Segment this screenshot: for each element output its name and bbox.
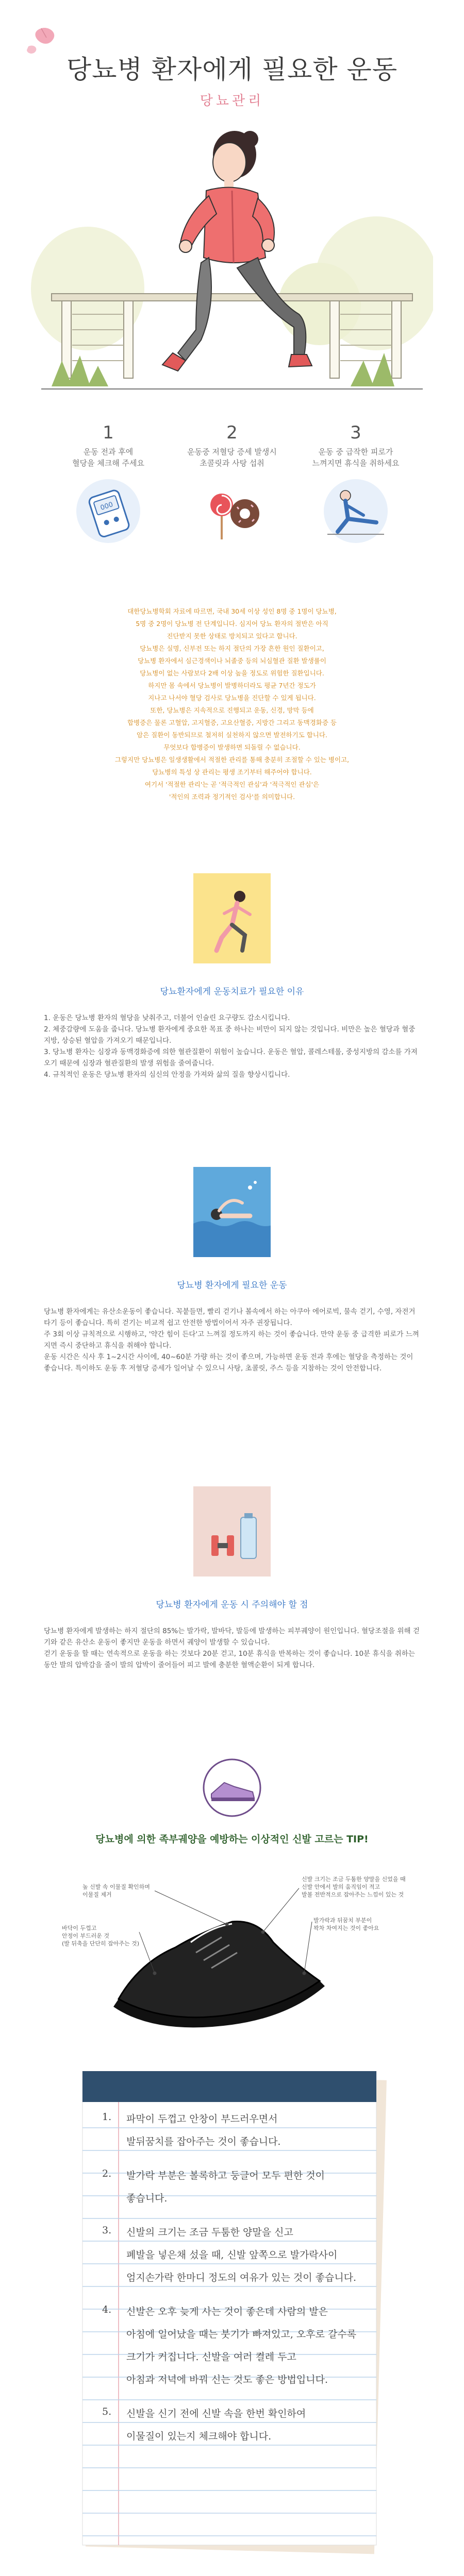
swimming-person-icon [193,1167,271,1257]
section-2-paragraph: 당뇨병 환자에게는 유산소운동이 좋습니다. 꼭붙들면, 빨리 걷기나 볼속에서 하는 아쿠아 에어로빅, 물속 걷기, 수영, 자전거 타기 등이 좋습니다. 특히 걷기는 비교적 쉽고 안전한 방법이어서 자주 권장됩니다. [44,1308,416,1327]
note-line: 좋습니다. [126,2193,168,2204]
note-number: 1. [102,2111,112,2123]
intro-line: '적인의 조력과 정기적인 검사'를 의미합니다. [169,793,295,801]
intro-line: 합병증은 물론 고혈압, 고지혈증, 고요산혈증, 지방간 그리고 동맥경화증 등 [127,719,337,726]
section-1-body [44,1012,420,1080]
section-2-paragraph: 운동 시간은 식사 후 1~2시간 사이에, 40~60분 가량 하는 것이 좋으며, 가능하면 운동 전과 후에는 혈당을 측정하는 것이 좋습니다. 특이하도 운동 후 저혈당 증세가 일어날 수 있으니 사탕, 초콜릿, 주스 등을 지참하는 것이 안전합니다. [44,1353,413,1372]
tip-2-line2: 초콜릿과 사탕 섭취 [200,459,264,468]
note-line: 폐발을 넣은채 섰을 때, 신발 앞쪽으로 발가락사이 [126,2249,338,2261]
running-person-icon [193,873,271,963]
intro-line: 진단받지 못한 상태로 방치되고 있다고 합니다. [167,632,297,640]
page-subtitle: 당뇨관리 [200,93,264,109]
section-3-paragraph: 걷기 운동을 할 때는 연속적으로 운동을 하는 것보다 20분 걷고, 10분 휴식을 반복하는 것이 좋습니다. 10분 휴식을 취하는 동안 발의 압박감을 줄이 발의 압박이 줄어들어 피고 발에 충분한 혈액순환이 되게 합니다. [44,1650,415,1669]
intro-line: 대한당뇨병학회 자료에 따르면, 국내 30세 이상 성인 8명 중 1명이 당뇨병, [127,607,337,615]
intro-line: 무엇보다 합병증이 발생하면 되돌릴 수 없습니다. [163,743,301,751]
exercise-tips-row [52,422,412,572]
sneaker-icon [193,1757,271,1819]
shoe-callout-2-line3: (발 뒤축을 단단히 잡아주는 것) [62,1940,140,1947]
note-number: 3. [102,2225,112,2236]
section-3-body [44,1625,420,1671]
intro-line: 그렇지만 당뇨병은 일생생활에서 적절한 관리를 통해 충분히 조절할 수 있는 병이고, [114,756,350,764]
tip-1 [52,422,165,549]
shoe-callout-4 [313,1917,379,1932]
notebook [77,2071,387,2555]
jogging-woman-illustration [31,118,433,428]
intro-line: 당뇨병의 특성 상 관리는 평생 조기부터 해주어야 합니다. [152,768,312,776]
section-1-paragraph: 1. 운동은 당뇨병 환자의 혈당을 낮춰주고, 더불어 인슐린 요구량도 감소시킵니다. [44,1014,290,1022]
note-line: 이물질이 있는지 체크해야 합니다. [126,2431,272,2442]
shoe-callout-1-line2: 이물질 제거 [82,1891,112,1898]
section-1-title: 당뇨환자에게 운동치료가 필요한 이유 [160,987,304,997]
note-number: 4. [102,2304,112,2315]
shoe-callout-3-line2: 신발 안에서 발의 움직임이 적고 [302,1884,380,1890]
section-1-paragraph: 3. 당뇨병 환자는 심장과 동맥경화증에 의한 혈관질환이 위험이 높습니다. 운동은 혈압, 콜레스테롤, 중성지방의 감소를 가져오기 때문에 심장과 혈관질환의 발생 위험을 줄여줍니다. [44,1048,418,1067]
section-3-title: 당뇨병 환자에게 운동 시 주의해야 할 점 [156,1600,308,1610]
tip-1-line2: 혈당을 체크해 주세요 [72,459,144,468]
tip-1-number: 1 [103,422,114,443]
glucose-meter-icon [70,475,147,547]
note-number: 5. [102,2406,112,2417]
dumbbell-water-icon [193,1486,271,1577]
intro-line: 암은 질환이 동반되므로 철저히 실천하지 않으면 발전하기도 합니다. [137,731,327,739]
shoe-callout-3-line1: 신발 크기는 조금 두툼한 양말을 신었을 때 [302,1876,406,1883]
tip-3-line2: 느껴지면 휴식을 취하세요 [312,459,400,468]
shoe-callout-4-line2: 꽉차 차여지는 것이 좋아요 [313,1925,379,1931]
tip-2-line1: 운동중 저혈당 증세 발생시 [187,447,277,456]
section-3-paragraph: 당뇨병 환자에게 발생하는 하지 절단의 85%는 발가락, 발바닥, 발등에 발생하는 피부궤양이 원인입니다. 혈당조절을 위해 걷기와 같은 유산소 운동이 좋지만 운동을 하면서 궤양이 발생할 수 있습니다. [44,1627,420,1647]
shoe-callout-2-line2: 안정이 부드러운 것 [62,1933,110,1939]
section-2-paragraph: 주 3회 이상 규칙적으로 시행하고, '약간 힘이 든다'고 느껴질 정도까지 하는 것이 좋습니다. 만약 운동 중 급격한 피로가 느껴지면 즉시 중단하고 휴식을 취해야 합니다. [44,1330,419,1350]
intro-text [93,605,371,803]
intro-line: 여기서 '적절한 관리'는 곧 '적극적인 관심'과 '적극적인 관심'은 [144,781,320,788]
intro-line: 하지만 몸 속에서 당뇨병이 발병하더라도 평균 7년간 정도가 [148,682,316,689]
page-title: 당뇨병 환자에게 필요한 운동 [66,55,398,84]
section-2-title: 당뇨병 환자에게 필요한 운동 [177,1280,287,1291]
stretching-person-icon [317,475,394,547]
intro-line: 지나고 나서야 혈당 검사로 당뇨병을 진단할 수 있게 됩니다. [148,694,316,702]
intro-line: 5명 중 2명이 당뇨병 전 단계입니다. 심지어 당뇨 환자의 절반은 아직 [136,620,328,628]
note-line: 아침과 저녁에 바꿔 신는 것도 좋은 방법입니다. [126,2374,328,2385]
note-number: 2. [102,2168,112,2179]
tip-2 [175,422,289,549]
shoe-callout-1 [82,1883,150,1899]
note-line: 아침에 일어났을 때는 붓기가 빠져있고, 오후로 갈수록 [126,2329,357,2340]
shoe-callout-2 [62,1924,139,1947]
note-line: 신발의 크기는 조금 두툼한 양말을 신고 [126,2227,293,2238]
tip-3 [299,422,412,549]
intro-line: 당뇨병이 없는 사람보다 2배 이상 높을 정도로 위험한 질환입니다. [140,669,324,677]
candy-donut-icon [193,475,271,547]
section-1-paragraph: 2. 체중감량에 도움을 줍니다. 당뇨병 환자에게 중요한 목표 중 하나는 비만이 되지 않는 것입니다. 비만은 높은 혈당과 혈중 지방, 상승된 혈압을 가져오기 때문입니다. [44,1025,416,1045]
note-line: 엄지손가락 한마디 정도의 여유가 있는 것이 좋습니다. [126,2272,357,2283]
section-2-body [44,1306,420,1374]
tip-3-number: 3 [350,422,361,443]
svg-text:000: 000 [99,500,114,512]
shoe-callout-2-line1: 바닥이 두껍고 [62,1925,97,1931]
section-1-paragraph: 4. 규칙적인 운동은 당뇨병 환자의 심신의 안정을 가져와 삶의 질을 향상시킵니다. [44,1071,290,1079]
shoe-callout-3 [302,1875,406,1899]
tip-3-line1: 운동 중 급작한 피로가 [318,447,393,456]
shoe-callout-3-line3: 발볼 전반적으로 잡아주는 느낌이 있는 것 [302,1891,404,1898]
note-line: 발가락 부분은 볼록하고 둥글어 모두 편한 것이 [126,2170,325,2181]
tip-2-number: 2 [226,422,238,443]
intro-line: 당뇨병은 실명, 신부전 또는 하지 절단의 가장 흔한 원인 질환이고, [140,645,324,652]
note-line: 발뒤꿈치를 잡아주는 것이 좋습니다. [126,2136,281,2147]
note-line: 신발을 신기 전에 신발 속을 한번 확인하여 [126,2408,306,2419]
note-line: 파막이 두껍고 안창이 부드러우면서 [126,2113,278,2125]
shoe-callout-1-line1: 높 신발 속 이물질 확인하며 [82,1884,150,1890]
tip-1-line1: 운동 전과 후에 [83,447,134,456]
note-line: 크기가 커집니다. 신발을 여러 켤레 두고 [126,2351,296,2363]
intro-line: 또한, 당뇨병은 지속적으로 진행되고 운동, 신경, 망막 등에 [150,706,314,714]
shoe-callout-4-line1: 발가락과 뒤꿈치 부분이 [313,1917,372,1924]
intro-line: 당뇨병 환자에서 심근경색이나 뇌졸중 등의 뇌심혈관 질환 발생률이 [138,657,326,665]
shoe-tips-title: 당뇨병에 의한 족부궤양을 예방하는 이상적인 신발 고르는 TIP! [95,1834,369,1845]
note-line: 신발은 오후 늦게 사는 것이 좋은데 사람의 발은 [126,2306,328,2317]
